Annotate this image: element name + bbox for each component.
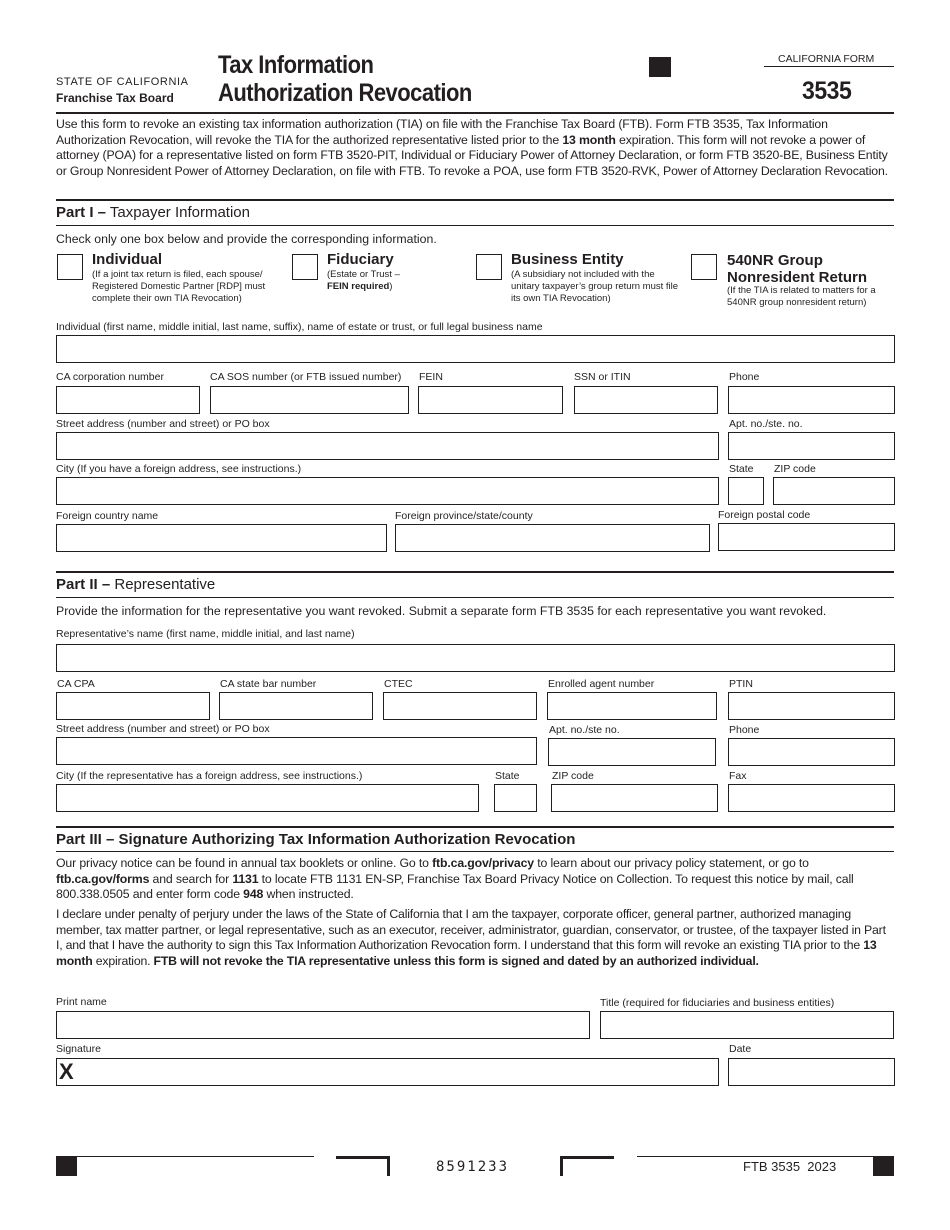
signer-title-field[interactable]: [600, 1011, 894, 1039]
agency-label: Franchise Tax Board: [56, 91, 174, 105]
foreign-country-label: Foreign country name: [56, 510, 159, 522]
declaration-t2: expiration.: [92, 953, 154, 968]
rep-name-field[interactable]: [56, 644, 895, 672]
rep-ctec-label: CTEC: [384, 678, 413, 690]
signature-label: Signature: [56, 1043, 101, 1055]
rep-ca-cpa-field[interactable]: [56, 692, 210, 720]
part2-heading-text: Representative: [110, 576, 216, 593]
part1-heading-text: Taxpayer Information: [106, 204, 250, 221]
rep-state-field[interactable]: [494, 784, 537, 812]
rep-phone-field[interactable]: [728, 738, 895, 766]
part3-bottom-rule: [56, 851, 894, 852]
part2-instruction: Provide the information for the representative you want revoked. Submit a separate form FTB 3535 for each representative you want revoked.: [56, 604, 827, 618]
part1-bottom-rule: [56, 225, 894, 226]
foreign-province-field[interactable]: [395, 524, 710, 552]
footer-form-year: FTB 3535 2023: [743, 1159, 837, 1174]
privacy-t3: and search for: [149, 871, 233, 886]
taxpayer-street-field[interactable]: [56, 432, 719, 460]
taxpayer-name-label: Individual (first name, middle initial, last name, suffix), name of estate or trust, or full legal business name: [56, 321, 543, 333]
rep-city-label: City (If the representative has a foreign address, see instructions.): [56, 770, 363, 782]
rep-zip-label: ZIP code: [552, 770, 594, 782]
taxpayer-zip-field[interactable]: [773, 477, 895, 505]
privacy-b4: 948: [243, 887, 264, 901]
rep-bar-number-field[interactable]: [219, 692, 373, 720]
foreign-postal-field[interactable]: [718, 523, 895, 551]
rep-street-field[interactable]: [56, 737, 537, 765]
taxpayer-street-label: Street address (number and street) or PO box: [56, 418, 270, 430]
intro-paragraph: [56, 117, 894, 179]
declaration-t1: I declare under penalty of perjury under the laws of the State of California that I am the taxpayer, corporate officer, general partner, authorized managing member, tax matter partner, or legal representative, such as an executor, receiver, administrator, guardian, conservator, or trustee, of the taxpayer listed in Part I, and that I have the authority to sign this Tax Information Authorization Revocation form. I understand that this form will revoke an existing TIA prior to the: [56, 907, 886, 952]
business-entity-checkbox-note: (A subsidiary not included with the unitary taxpayer’s group return must file its own TIA Revocation): [511, 269, 679, 304]
intro-text-b: expiration. This form will not revoke a power of attorney (POA) for a representative listed on form FTB 3520-PIT, Individual or Fiduciary Power of Attorney Declaration, or form FTB 3520-BE, Business Entity or Group Nonresident Power of Attorney Declaration, on file with FTB. To revoke a POA, use form FTB 3520-RVK, Power of Attorney Declaration Revocation.: [56, 132, 888, 178]
individual-checkbox-note: (If a joint tax return is filed, each spouse/ Registered Domestic Partner [RDP] must complete their own TIA Revocation): [92, 269, 266, 304]
part1-heading-label: Part I –: [56, 204, 107, 221]
form-title-line1: Tax Information: [218, 51, 374, 79]
fein-field[interactable]: [418, 386, 563, 414]
part3-heading-text: Signature Authorizing Tax Information Authorization Revocation: [114, 831, 576, 848]
intro-text-a: Use this form to revoke an existing tax information authorization (TIA) on file with the Franchise Tax Board (FTB). Form FTB 3535, Tax Information Authorization Revocation, will revoke the TIA for the authorized representative listed prior to the: [56, 117, 828, 147]
rep-ca-cpa-label: CA CPA: [57, 678, 95, 690]
ssn-itin-label: SSN or ITIN: [574, 371, 631, 383]
print-name-label: Print name: [56, 996, 107, 1008]
540nr-group-checkbox[interactable]: [691, 254, 717, 280]
declaration-b2: FTB will not revoke the TIA representative unless this form is signed and dated by an authorized individual.: [153, 953, 759, 968]
privacy-link-privacy[interactable]: ftb.ca.gov/privacy: [432, 856, 534, 870]
declaration-b1: 13 month: [56, 938, 877, 968]
privacy-t4: to locate FTB 1131 EN-SP, Franchise Tax Board Privacy Notice on Collection. To request this notice by mail, call 800.338.0505 and enter form code: [56, 871, 854, 901]
rep-fax-label: Fax: [729, 770, 747, 782]
rep-zip-field[interactable]: [551, 784, 718, 812]
privacy-b3: 1131: [232, 871, 259, 886]
header-rule: [56, 112, 894, 114]
taxpayer-state-label: State: [729, 463, 754, 475]
date-field[interactable]: [728, 1058, 895, 1086]
foreign-country-field[interactable]: [56, 524, 387, 552]
form-number: 3535: [802, 77, 852, 105]
form-title: [218, 51, 472, 107]
fiduciary-checkbox[interactable]: [292, 254, 318, 280]
privacy-t5: when instructed.: [263, 887, 354, 901]
barcode-number: 8591233: [436, 1159, 510, 1175]
fiduciary-checkbox-note: [327, 269, 457, 293]
rep-bar-number-label: CA state bar number: [220, 678, 317, 690]
rep-phone-label: Phone: [729, 724, 760, 736]
corner-mark-right: [560, 1156, 614, 1176]
individual-checkbox[interactable]: [57, 254, 83, 280]
individual-checkbox-label: Individual: [92, 251, 163, 268]
form-label: CALIFORNIA FORM: [778, 53, 875, 65]
part3-top-rule: [56, 826, 894, 828]
part1-top-rule: [56, 199, 894, 201]
rep-enrolled-agent-label: Enrolled agent number: [548, 678, 655, 690]
part3-heading: [56, 831, 575, 848]
part3-heading-label: Part III –: [56, 831, 115, 848]
privacy-t2: to learn about our privacy policy statement, or go to: [533, 856, 809, 870]
taxpayer-apt-label: Apt. no./ste. no.: [729, 418, 803, 430]
print-name-field[interactable]: [56, 1011, 590, 1039]
rep-state-label: State: [495, 770, 520, 782]
declaration-paragraph: [56, 907, 894, 969]
taxpayer-apt-field[interactable]: [728, 432, 895, 460]
taxpayer-zip-label: ZIP code: [774, 463, 816, 475]
corner-mark-left: [336, 1156, 390, 1176]
part2-top-rule: [56, 571, 894, 573]
taxpayer-name-field[interactable]: [56, 335, 895, 363]
signer-title-label: Title (required for fiduciaries and business entities): [600, 997, 835, 1009]
taxpayer-city-field[interactable]: [56, 477, 719, 505]
rep-enrolled-agent-field[interactable]: [547, 692, 717, 720]
rep-ptin-field[interactable]: [728, 692, 895, 720]
business-entity-checkbox-label: Business Entity: [511, 251, 624, 268]
registration-mark-bottom-left: [56, 1156, 77, 1176]
540nr-group-checkbox-label: 540NR Group Nonresident Return: [727, 252, 868, 286]
rep-street-label: Street address (number and street) or PO box: [56, 723, 270, 735]
date-label: Date: [729, 1043, 752, 1055]
rep-name-label: Representative’s name (first name, middle initial, and last name): [56, 628, 355, 640]
taxpayer-phone-field[interactable]: [728, 386, 895, 414]
form-label-rule: [764, 66, 894, 67]
540nr-group-checkbox-note: (If the TIA is related to matters for a 540NR group nonresident return): [727, 285, 876, 308]
ca-corp-number-label: CA corporation number: [56, 371, 164, 383]
footer-rule-right: [637, 1156, 873, 1157]
foreign-province-label: Foreign province/state/county: [395, 510, 533, 522]
rep-apt-field[interactable]: [548, 738, 716, 766]
privacy-paragraph: [56, 856, 894, 903]
form-title-line2: Authorization Revocation: [218, 79, 472, 107]
registration-mark-bottom-right: [873, 1156, 894, 1176]
part2-heading-label: Part II –: [56, 576, 111, 593]
taxpayer-phone-label: Phone: [729, 371, 760, 383]
fiduciary-note-bold: FEIN required: [327, 281, 390, 292]
part1-instruction: Check only one box below and provide the corresponding information.: [56, 232, 437, 246]
fiduciary-checkbox-label: Fiduciary: [327, 251, 394, 268]
signature-field[interactable]: [56, 1058, 719, 1086]
rep-ctec-field[interactable]: [383, 692, 537, 720]
rep-apt-label: Apt. no./ste no.: [549, 724, 620, 736]
fein-label: FEIN: [419, 371, 443, 383]
fiduciary-note-a: (Estate or Trust –: [327, 269, 400, 280]
fiduciary-note-b: ): [389, 281, 393, 292]
state-label: STATE OF CALIFORNIA: [56, 76, 189, 88]
taxpayer-city-label: City (If you have a foreign address, see instructions.): [56, 463, 302, 475]
part2-bottom-rule: [56, 597, 894, 598]
foreign-postal-label: Foreign postal code: [718, 509, 811, 521]
privacy-t1: Our privacy notice can be found in annual tax booklets or online. Go to: [56, 856, 433, 870]
business-entity-checkbox[interactable]: [476, 254, 502, 280]
part1-heading: [56, 204, 250, 221]
ca-sos-number-label: CA SOS number (or FTB issued number): [210, 371, 402, 383]
signature-x-mark: X: [59, 1059, 74, 1084]
privacy-link-forms[interactable]: ftb.ca.gov/forms: [56, 871, 150, 886]
rep-fax-field[interactable]: [728, 784, 895, 812]
intro-bold-a: 13 month: [562, 132, 616, 147]
ssn-itin-field[interactable]: [574, 386, 718, 414]
ca-sos-number-field[interactable]: [210, 386, 409, 414]
part2-heading: [56, 576, 215, 593]
rep-ptin-label: PTIN: [729, 678, 753, 690]
footer-rule-left: [77, 1156, 314, 1157]
ca-corp-number-field[interactable]: [56, 386, 200, 414]
rep-city-field[interactable]: [56, 784, 479, 812]
taxpayer-state-field[interactable]: [728, 477, 764, 505]
registration-mark-top: [649, 57, 671, 77]
